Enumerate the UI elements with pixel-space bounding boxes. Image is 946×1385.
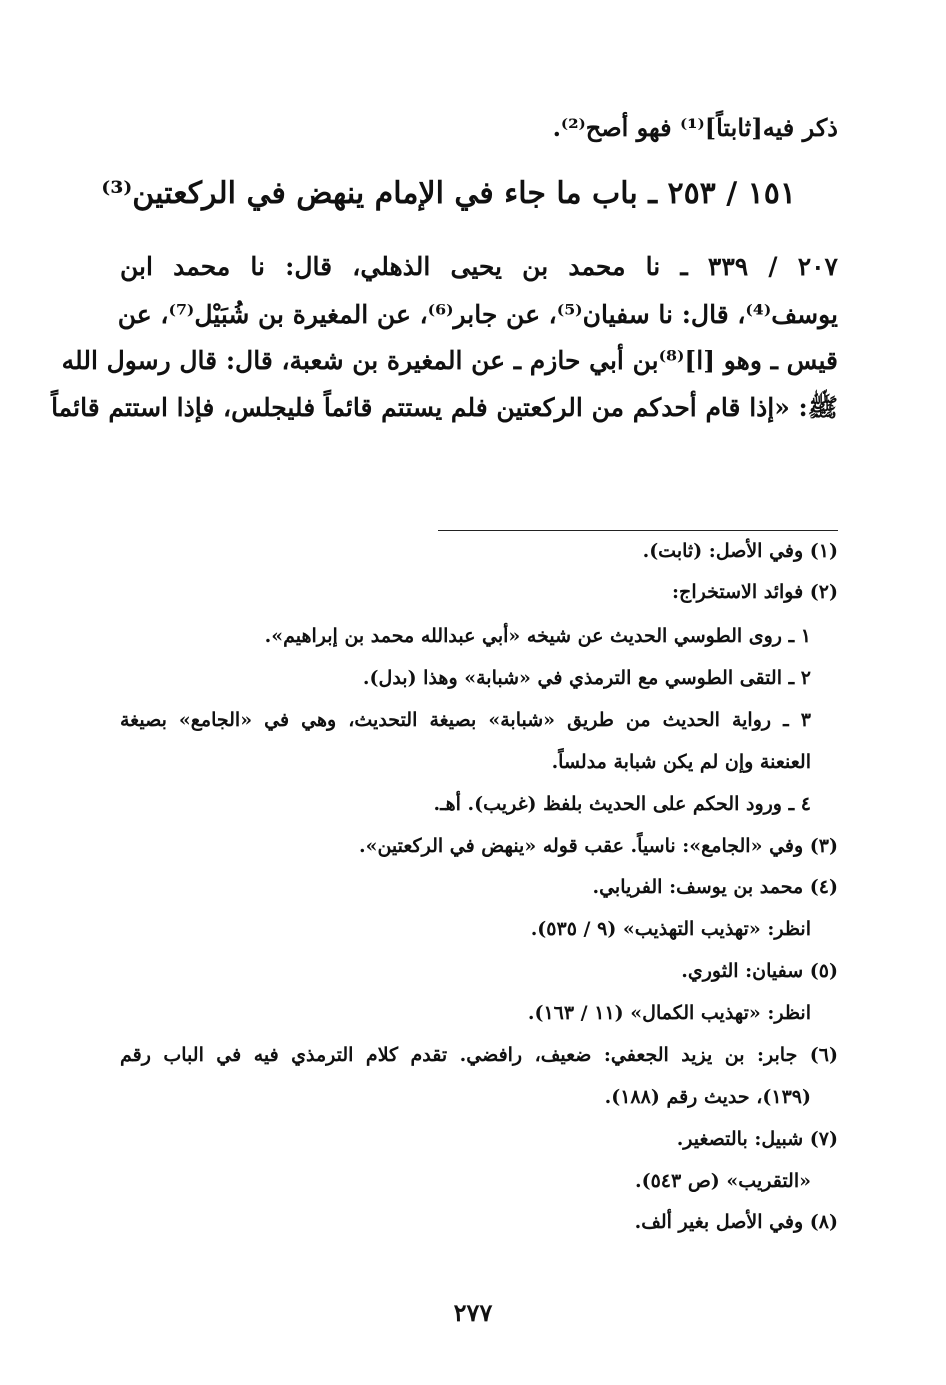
chapter-heading: ١٥١ / ٢٥٣ ـ باب ما جاء في الإمام ينهض في الركعتين⁽³⁾ <box>101 176 796 211</box>
footnote-subitem: ٤ ـ ورود الحكم على الحديث بلفظ (غريب). أهـ. <box>433 793 811 815</box>
footnote-subitem: العنعنة وإن لم يكن شبابة مدلساً. <box>551 751 811 773</box>
body-line: قيس ـ وهو [ا]⁽⁸⁾بن أبي حازم ـ عن المغيرة بن شعبة، قال: قال رسول الله <box>61 346 838 375</box>
footnote: (٥) سفيان: الثوري. <box>681 960 838 982</box>
footnote-divider <box>438 530 838 531</box>
footnote-subitem: «التقريب» (ص ٥٤٣). <box>634 1170 811 1192</box>
footnote: (٧) شبيل: بالتصغير. <box>676 1128 838 1150</box>
intro-line: ذكر فيه[ثابتاً]⁽¹⁾ فهو أصح⁽²⁾. <box>552 113 838 142</box>
footnote: (٢) فوائد الاستخراج: <box>672 581 838 603</box>
footnote-subitem: (١٣٩)، حديث رقم (١٨٨). <box>604 1086 811 1108</box>
page-number: ٢٧٧ <box>453 1298 493 1327</box>
footnote: (٤) محمد بن يوسف: الفريابي. <box>592 876 838 898</box>
footnote-subitem: ١ ـ روى الطوسي الحديث عن شيخه «أبي عبدالله محمد بن إبراهيم». <box>264 625 811 647</box>
footnote: (٣) وفي «الجامع»: ناسياً. عقب قوله «ينهض في الركعتين». <box>358 835 838 857</box>
body-line: ٢٠٧ / ٣٣٩ ـ نا محمد بن يحيى الذهلي، قال: نا محمد ابن <box>120 252 838 281</box>
footnote: (٦) جابر: بن يزيد الجعفي: ضعيف، رافضي. تقدم كلام الترمذي فيه في الباب رقم <box>120 1044 838 1066</box>
body-line: يوسف⁽⁴⁾، قال: نا سفيان⁽⁵⁾، عن جابر⁽⁶⁾، عن المغيرة بن شُبَيْل⁽⁷⁾، عن <box>117 300 838 329</box>
footnote-subitem: ٢ ـ التقى الطوسي مع الترمذي في «شبابة» وهذا (بدل). <box>362 667 811 689</box>
footnote: (٨) وفي الأصل بغير ألف. <box>634 1211 838 1233</box>
footnote-subitem: ٣ ـ رواية الحديث من طريق «شبابة» بصيغة التحديث، وهي في «الجامع» بصيغة <box>120 709 811 731</box>
footnote: (١) وفي الأصل: (ثابت). <box>642 540 838 562</box>
body-line: ﷺ: «إذا قام أحدكم من الركعتين فلم يستتم قائماً فليجلس، فإذا استتم قائماً <box>51 393 838 422</box>
footnote-subitem: انظر: «تهذيب التهذيب» (٩ / ٥٣٥). <box>530 918 811 940</box>
footnote-subitem: انظر: «تهذيب الكمال» (١١ / ١٦٣). <box>527 1002 811 1024</box>
